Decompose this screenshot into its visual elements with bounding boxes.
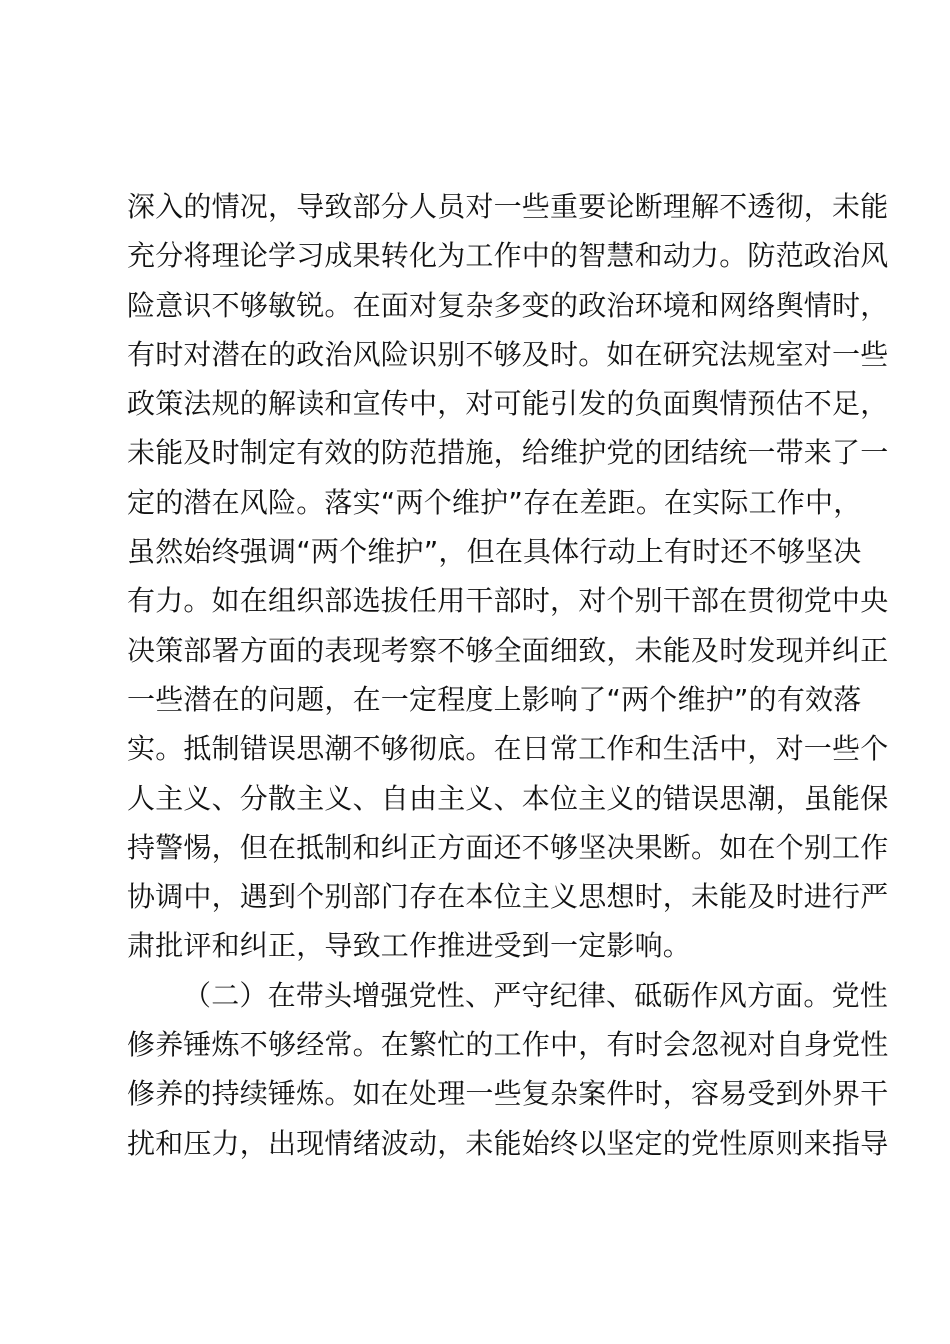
- text-line: 持警惕，但在抵制和纠正方面还不够坚决果断。如在个别工作: [127, 830, 889, 864]
- text-line: 有力。如在组织部选拔任用干部时，对个别干部在贯彻党中央: [127, 584, 889, 618]
- text-line: 虽然始终强调“两个维护”，但在具体行动上有时还不够坚决: [127, 535, 862, 569]
- text-line: 扰和压力，出现情绪波动，未能始终以坚定的党性原则来指导: [127, 1126, 889, 1160]
- text-line: 协调中，遇到个别部门存在本位主义思想时，未能及时进行严: [127, 880, 889, 914]
- text-line: 肃批评和纠正，导致工作推进受到一定影响。: [127, 929, 692, 963]
- text-line: 充分将理论学习成果转化为工作中的智慧和动力。防范政治风: [127, 239, 889, 273]
- text-line: 深入的情况，导致部分人员对一些重要论断理解不透彻，未能: [127, 190, 889, 223]
- text-line: 修养锤炼不够经常。在繁忙的工作中，有时会忽视对自身党性: [127, 1028, 889, 1062]
- text-line: 有时对潜在的政治风险识别不够及时。如在研究法规室对一些: [127, 337, 889, 371]
- text-line: 决策部署方面的表现考察不够全面细致，未能及时发现并纠正: [127, 633, 889, 667]
- text-line: 政策法规的解读和宣传中，对可能引发的负面舆情预估不足，: [127, 387, 889, 421]
- text-line: 人主义、分散主义、自由主义、本位主义的错误思潮，虽能保: [127, 781, 889, 815]
- text-line: 定的潜在风险。落实“两个维护”存在差距。在实际工作中，: [127, 485, 862, 519]
- text-line: 修养的持续锤炼。如在处理一些复杂案件时，容易受到外界干: [127, 1077, 889, 1111]
- text-line: 险意识不够敏锐。在面对复杂多变的政治环境和网络舆情时，: [127, 288, 889, 322]
- text-line: 一些潜在的问题，在一定程度上影响了“两个维护”的有效落: [127, 682, 862, 716]
- section-heading-line: （二）在带头增强党性、严守纪律、砥砺作风方面。党性: [183, 978, 889, 1012]
- text-line: 实。抵制错误思潮不够彻底。在日常工作和生活中，对一些个: [127, 732, 889, 766]
- document-body: [127, 182, 889, 1168]
- text-line: 未能及时制定有效的防范措施，给维护党的团结统一带来了一: [127, 436, 889, 470]
